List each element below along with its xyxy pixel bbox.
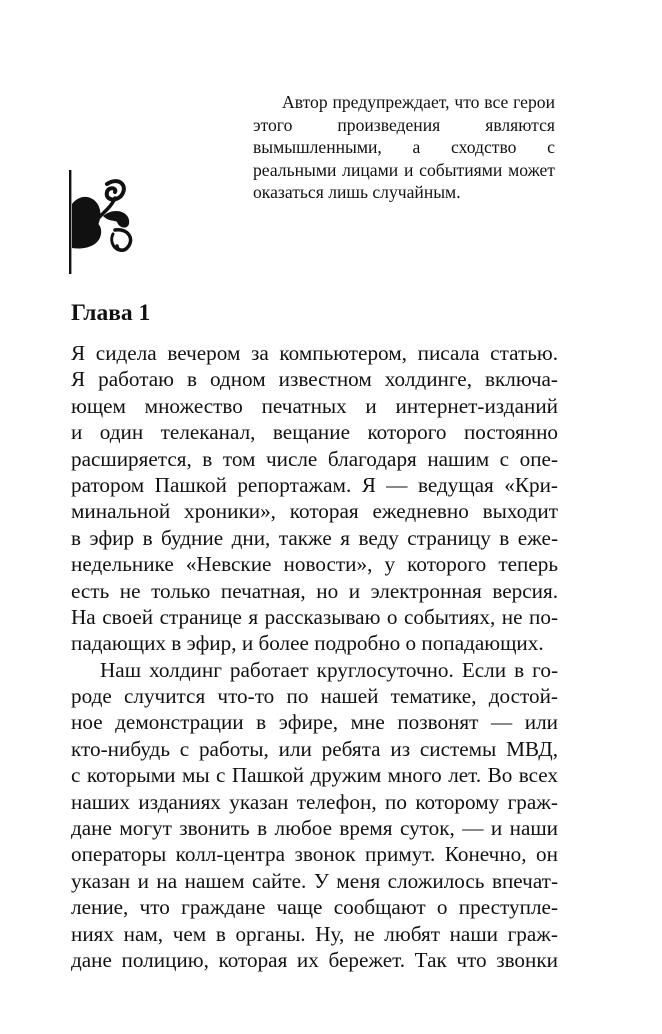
- text-line: роде случится что-то по нашей тематике, достой-: [71, 684, 558, 709]
- text-line: дане полицию, которая их бережет. Так что звонки: [71, 947, 558, 972]
- text-line: дане могут звонить в любое время суток, — и наши: [71, 816, 558, 841]
- author-disclaimer: Автор предупреждает, что все герои этого произведения являются вымышленными, а сходство с реальными лицами и событиями может оказаться лишь случайным.: [253, 92, 555, 203]
- text-line: минальной хроники», которая ежедневно выходит: [71, 499, 558, 524]
- text-line: Наш холдинг работает круглосуточно. Если в го-: [100, 657, 558, 682]
- text-line: ратором Пашкой репортажам. Я — ведущая «Кри-: [71, 472, 558, 497]
- text-line: операторы колл-центра звонок примут. Конечно, он: [71, 842, 558, 867]
- text-line: ное демонстрации в эфире, мне позвонят — или: [71, 710, 558, 735]
- text-line: есть не только печатная, но и электронная версия.: [71, 578, 558, 603]
- text-line: Я сидела вечером за компьютером, писала статью.: [71, 341, 558, 365]
- chapter-body: [71, 340, 558, 973]
- chapter-ornament-icon: [67, 170, 139, 274]
- text-line: ющем множество печатных и интернет-изданий: [71, 393, 558, 418]
- text-line: наших изданиях указан телефон, по которому граж-: [71, 789, 558, 814]
- text-line: ление, что граждане чаще сообщают о преступле-: [71, 895, 558, 920]
- text-line: падающих в эфир, и более подробно о попадающих.: [71, 631, 544, 656]
- text-line: указан и на нашем сайте. У меня сложилось впечат-: [71, 868, 558, 893]
- text-line: и один телеканал, вещание которого постоянно: [71, 420, 558, 445]
- text-line: в эфир в будние дни, также я веду страницу в еже-: [71, 525, 558, 550]
- paragraph-1: [71, 340, 558, 657]
- paragraph-2: [71, 657, 558, 974]
- text-line: На своей странице я рассказываю о событиях, не по-: [71, 604, 558, 629]
- chapter-title: Глава 1: [71, 300, 151, 326]
- text-line: Я работаю в одном известном холдинге, включа-: [71, 367, 558, 392]
- text-line: недельнике «Невские новости», у которого теперь: [71, 552, 558, 577]
- text-line: с которыми мы с Пашкой дружим много лет. Во всех: [71, 763, 558, 788]
- text-line: кто-нибудь с работы, или ребята из системы МВД,: [71, 736, 558, 761]
- text-line: ниях нам, чем в органы. Ну, не любят наши граж-: [71, 921, 558, 946]
- text-line: расширяется, в том числе благодаря нашим с опе-: [71, 446, 558, 471]
